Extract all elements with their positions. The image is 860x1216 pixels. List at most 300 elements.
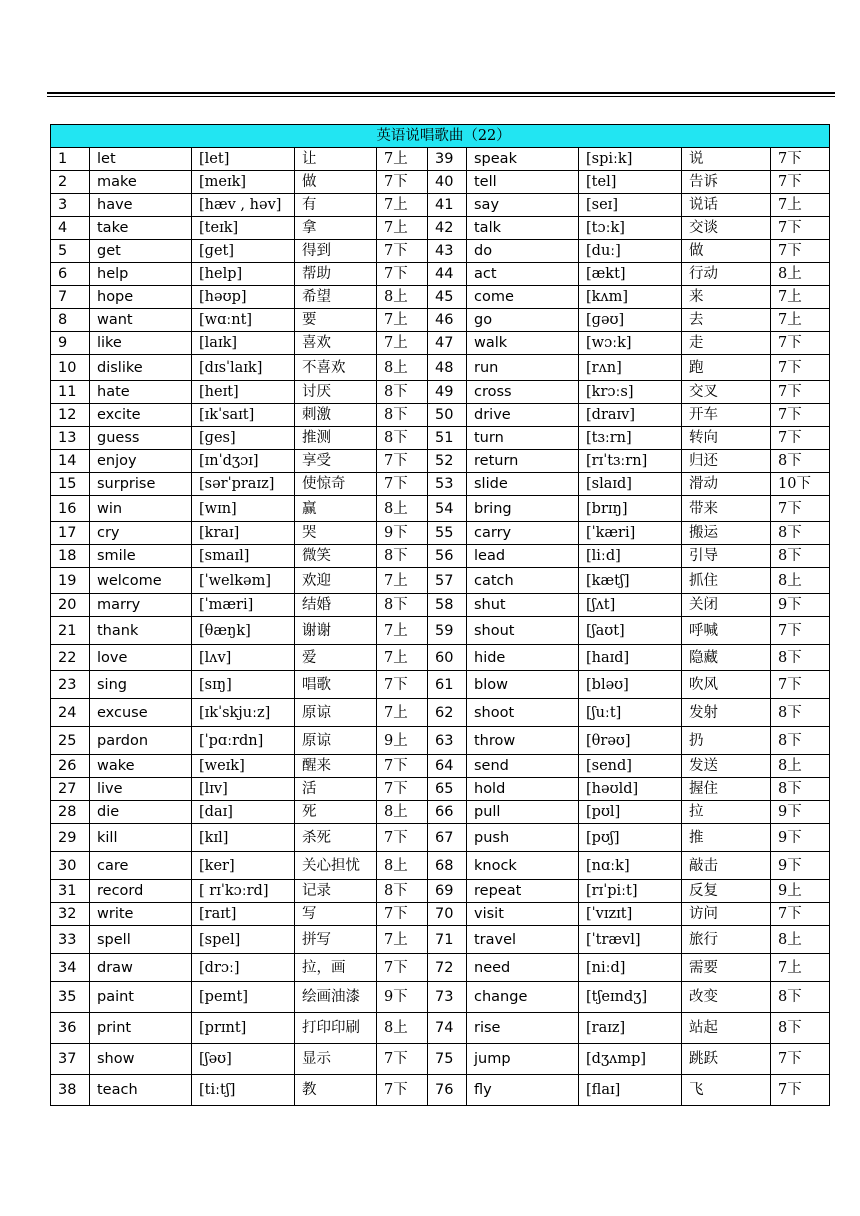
cell-num: 28 [51,801,90,824]
cell-word: jump [467,1044,579,1075]
cell-word: draw [90,954,192,982]
cell-grade: 8上 [771,755,830,778]
cell-phonetic: [bləʊ] [579,671,682,699]
cell-word: send [467,755,579,778]
cell-grade: 8上 [377,1013,428,1044]
cell-num: 75 [428,1044,467,1075]
cell-phonetic: [haɪd] [579,645,682,671]
cell-meaning: 开车 [682,404,771,427]
cell-word: shut [467,594,579,617]
cell-num: 43 [428,240,467,263]
cell-grade: 8下 [771,778,830,801]
cell-word: live [90,778,192,801]
cell-num: 22 [51,645,90,671]
cell-meaning: 希望 [295,286,377,309]
table-row [51,404,830,427]
cell-word: bring [467,496,579,522]
cell-word: smile [90,545,192,568]
table-row [51,926,830,954]
cell-phonetic: [liːd] [579,545,682,568]
cell-grade: 7上 [377,645,428,671]
cell-meaning: 有 [295,194,377,217]
cell-num: 62 [428,699,467,727]
cell-grade: 7下 [771,148,830,171]
table-row [51,778,830,801]
cell-num: 3 [51,194,90,217]
cell-phonetic: [hæv , həv] [192,194,295,217]
cell-phonetic: [ʃəʊ] [192,1044,295,1075]
cell-phonetic: [ˈtrævl] [579,926,682,954]
cell-grade: 7下 [771,1075,830,1106]
table-row [51,263,830,286]
cell-phonetic: [help] [192,263,295,286]
cell-num: 49 [428,381,467,404]
cell-phonetic: [həʊld] [579,778,682,801]
cell-word: wake [90,755,192,778]
cell-num: 47 [428,332,467,355]
cell-meaning: 欢迎 [295,568,377,594]
cell-phonetic: [duː] [579,240,682,263]
cell-num: 17 [51,522,90,545]
cell-num: 61 [428,671,467,699]
table-row [51,982,830,1013]
cell-num: 6 [51,263,90,286]
cell-num: 52 [428,450,467,473]
table-row [51,903,830,926]
cell-num: 31 [51,880,90,903]
cell-grade: 8下 [771,522,830,545]
cell-phonetic: [ʃuːt] [579,699,682,727]
cell-meaning: 转向 [682,427,771,450]
cell-word: marry [90,594,192,617]
cell-grade: 7下 [377,778,428,801]
cell-phonetic: [draɪv] [579,404,682,427]
cell-grade: 7上 [771,286,830,309]
cell-num: 20 [51,594,90,617]
cell-word: record [90,880,192,903]
cell-word: lead [467,545,579,568]
table-row [51,309,830,332]
cell-grade: 7下 [771,355,830,381]
cell-word: spell [90,926,192,954]
cell-num: 71 [428,926,467,954]
cell-word: turn [467,427,579,450]
top-rule-thin [47,96,835,97]
cell-meaning: 推 [682,824,771,852]
table-row [51,1075,830,1106]
cell-meaning: 喜欢 [295,332,377,355]
cell-word: take [90,217,192,240]
cell-word: thank [90,617,192,645]
cell-num: 63 [428,727,467,755]
cell-grade: 10下 [771,473,830,496]
cell-grade: 9下 [771,801,830,824]
cell-word: care [90,852,192,880]
cell-grade: 8上 [377,852,428,880]
cell-phonetic: [tɜːrn] [579,427,682,450]
cell-grade: 8下 [377,381,428,404]
cell-meaning: 推测 [295,427,377,450]
cell-grade: 7上 [377,568,428,594]
cell-num: 13 [51,427,90,450]
cell-meaning: 反复 [682,880,771,903]
cell-grade: 7上 [377,332,428,355]
cell-phonetic: [kraɪ] [192,522,295,545]
cell-meaning: 醒来 [295,755,377,778]
cell-grade: 7下 [377,1075,428,1106]
cell-grade: 7下 [377,903,428,926]
cell-num: 54 [428,496,467,522]
cell-phonetic: [meɪk] [192,171,295,194]
cell-meaning: 原谅 [295,727,377,755]
cell-num: 69 [428,880,467,903]
cell-meaning: 赢 [295,496,377,522]
cell-word: teach [90,1075,192,1106]
cell-meaning: 敲击 [682,852,771,880]
cell-meaning: 呼喊 [682,617,771,645]
cell-word: show [90,1044,192,1075]
cell-word: hold [467,778,579,801]
cell-num: 36 [51,1013,90,1044]
cell-num: 55 [428,522,467,545]
cell-phonetic: [ʃʌt] [579,594,682,617]
cell-num: 50 [428,404,467,427]
cell-num: 76 [428,1075,467,1106]
cell-word: print [90,1013,192,1044]
table-row [51,381,830,404]
cell-word: paint [90,982,192,1013]
cell-meaning: 引导 [682,545,771,568]
top-rule-thick [47,92,835,94]
cell-grade: 9下 [377,522,428,545]
cell-grade: 8下 [771,450,830,473]
cell-num: 11 [51,381,90,404]
table-row [51,954,830,982]
cell-phonetic: [weɪk] [192,755,295,778]
cell-grade: 7下 [377,171,428,194]
cell-meaning: 扔 [682,727,771,755]
cell-word: sing [90,671,192,699]
cell-num: 72 [428,954,467,982]
cell-meaning: 归还 [682,450,771,473]
cell-phonetic: [wɔːk] [579,332,682,355]
table-row [51,217,830,240]
cell-word: shoot [467,699,579,727]
cell-grade: 7下 [771,217,830,240]
cell-grade: 7上 [771,954,830,982]
cell-grade: 8下 [771,699,830,727]
table-row [51,1013,830,1044]
cell-word: cry [90,522,192,545]
cell-grade: 7下 [377,450,428,473]
cell-meaning: 结婚 [295,594,377,617]
cell-num: 74 [428,1013,467,1044]
cell-phonetic: [wɑːnt] [192,309,295,332]
cell-grade: 8下 [377,427,428,450]
cell-num: 64 [428,755,467,778]
cell-num: 29 [51,824,90,852]
cell-grade: 7上 [377,699,428,727]
cell-word: kill [90,824,192,852]
cell-word: welcome [90,568,192,594]
table-row [51,801,830,824]
cell-phonetic: [rɪˈpiːt] [579,880,682,903]
cell-grade: 8下 [771,982,830,1013]
cell-meaning: 谢谢 [295,617,377,645]
cell-meaning: 拼写 [295,926,377,954]
cell-meaning: 帮助 [295,263,377,286]
cell-phonetic: [slaɪd] [579,473,682,496]
table-row [51,171,830,194]
cell-grade: 9下 [771,824,830,852]
cell-phonetic: [dʒʌmp] [579,1044,682,1075]
cell-phonetic: [ˈvɪzɪt] [579,903,682,926]
cell-meaning: 跳跃 [682,1044,771,1075]
cell-meaning: 抓住 [682,568,771,594]
cell-word: blow [467,671,579,699]
table-row [51,755,830,778]
cell-phonetic: [rʌn] [579,355,682,381]
cell-meaning: 访问 [682,903,771,926]
cell-num: 8 [51,309,90,332]
table-row [51,522,830,545]
cell-phonetic: [raɪt] [192,903,295,926]
cell-word: travel [467,926,579,954]
cell-meaning: 原谅 [295,699,377,727]
cell-grade: 7下 [377,473,428,496]
cell-phonetic: [tɔːk] [579,217,682,240]
cell-num: 66 [428,801,467,824]
table-row [51,671,830,699]
cell-grade: 7下 [377,671,428,699]
cell-phonetic: [flaɪ] [579,1075,682,1106]
cell-meaning: 飞 [682,1075,771,1106]
cell-num: 14 [51,450,90,473]
cell-grade: 7下 [377,240,428,263]
cell-word: drive [467,404,579,427]
cell-grade: 7下 [771,381,830,404]
table-row [51,427,830,450]
cell-phonetic: [heɪt] [192,381,295,404]
cell-num: 7 [51,286,90,309]
cell-phonetic: [lɪv] [192,778,295,801]
cell-num: 2 [51,171,90,194]
cell-grade: 7下 [771,617,830,645]
cell-word: shout [467,617,579,645]
cell-meaning: 拉，画 [295,954,377,982]
table-row [51,240,830,263]
cell-num: 18 [51,545,90,568]
cell-meaning: 交叉 [682,381,771,404]
cell-meaning: 行动 [682,263,771,286]
cell-num: 37 [51,1044,90,1075]
cell-grade: 7上 [771,194,830,217]
cell-phonetic: [ækt] [579,263,682,286]
cell-word: tell [467,171,579,194]
table-row [51,852,830,880]
cell-meaning: 搬运 [682,522,771,545]
cell-word: win [90,496,192,522]
cell-meaning: 微笑 [295,545,377,568]
cell-meaning: 旅行 [682,926,771,954]
cell-num: 58 [428,594,467,617]
cell-meaning: 唱歌 [295,671,377,699]
cell-num: 10 [51,355,90,381]
cell-grade: 7下 [771,671,830,699]
cell-word: pardon [90,727,192,755]
cell-phonetic: [ˈpɑːrdn] [192,727,295,755]
cell-meaning: 使惊奇 [295,473,377,496]
cell-grade: 7下 [771,171,830,194]
cell-grade: 8下 [771,1013,830,1044]
cell-meaning: 教 [295,1075,377,1106]
cell-phonetic: [spel] [192,926,295,954]
title-row [51,125,830,148]
cell-grade: 7上 [377,194,428,217]
cell-meaning: 吹风 [682,671,771,699]
cell-grade: 8上 [377,496,428,522]
cell-meaning: 显示 [295,1044,377,1075]
cell-word: make [90,171,192,194]
cell-grade: 8下 [771,645,830,671]
cell-word: cross [467,381,579,404]
cell-grade: 7上 [377,217,428,240]
cell-num: 9 [51,332,90,355]
cell-phonetic: [ker] [192,852,295,880]
cell-word: surprise [90,473,192,496]
cell-phonetic: [ɡəʊ] [579,309,682,332]
table-row [51,617,830,645]
cell-num: 73 [428,982,467,1013]
cell-grade: 7下 [377,755,428,778]
cell-word: visit [467,903,579,926]
cell-phonetic: [dɪsˈlaɪk] [192,355,295,381]
table-row [51,880,830,903]
cell-num: 68 [428,852,467,880]
cell-phonetic: [ˈmæri] [192,594,295,617]
cell-grade: 8上 [771,568,830,594]
cell-phonetic: [kætʃ] [579,568,682,594]
cell-meaning: 拿 [295,217,377,240]
cell-word: guess [90,427,192,450]
cell-num: 27 [51,778,90,801]
cell-meaning: 讨厌 [295,381,377,404]
table-row [51,699,830,727]
cell-num: 25 [51,727,90,755]
cell-meaning: 做 [682,240,771,263]
cell-word: change [467,982,579,1013]
cell-phonetic: [smaɪl] [192,545,295,568]
cell-grade: 8下 [771,545,830,568]
cell-word: hate [90,381,192,404]
cell-word: need [467,954,579,982]
cell-word: slide [467,473,579,496]
cell-grade: 7下 [377,1044,428,1075]
cell-meaning: 交谈 [682,217,771,240]
cell-num: 34 [51,954,90,982]
cell-meaning: 走 [682,332,771,355]
cell-num: 12 [51,404,90,427]
cell-phonetic: [ rɪˈkɔːrd] [192,880,295,903]
cell-phonetic: [daɪ] [192,801,295,824]
cell-word: do [467,240,579,263]
cell-num: 57 [428,568,467,594]
cell-word: rise [467,1013,579,1044]
cell-phonetic: [ɡet] [192,240,295,263]
cell-phonetic: [niːd] [579,954,682,982]
cell-meaning: 说 [682,148,771,171]
cell-meaning: 得到 [295,240,377,263]
cell-word: have [90,194,192,217]
cell-phonetic: [spiːk] [579,148,682,171]
cell-grade: 7上 [771,309,830,332]
cell-phonetic: [ɪkˈsaɪt] [192,404,295,427]
cell-phonetic: [həʊp] [192,286,295,309]
cell-word: like [90,332,192,355]
cell-phonetic: [peɪnt] [192,982,295,1013]
cell-grade: 7下 [771,903,830,926]
cell-grade: 7下 [771,496,830,522]
cell-meaning: 杀死 [295,824,377,852]
cell-grade: 8上 [377,355,428,381]
cell-num: 26 [51,755,90,778]
cell-num: 70 [428,903,467,926]
cell-num: 32 [51,903,90,926]
table-row [51,496,830,522]
cell-num: 30 [51,852,90,880]
cell-num: 39 [428,148,467,171]
cell-word: catch [467,568,579,594]
cell-meaning: 哭 [295,522,377,545]
cell-num: 48 [428,355,467,381]
cell-meaning: 活 [295,778,377,801]
cell-grade: 8上 [377,286,428,309]
cell-word: come [467,286,579,309]
cell-phonetic: [ʃaʊt] [579,617,682,645]
cell-word: excite [90,404,192,427]
cell-word: speak [467,148,579,171]
cell-grade: 9下 [771,594,830,617]
table-row [51,594,830,617]
cell-grade: 7下 [771,332,830,355]
cell-word: throw [467,727,579,755]
cell-phonetic: [pʊl] [579,801,682,824]
cell-phonetic: [kʌm] [579,286,682,309]
cell-num: 4 [51,217,90,240]
cell-grade: 7下 [377,954,428,982]
cell-num: 53 [428,473,467,496]
cell-phonetic: [brɪŋ] [579,496,682,522]
cell-phonetic: [tel] [579,171,682,194]
cell-meaning: 拉 [682,801,771,824]
cell-meaning: 记录 [295,880,377,903]
cell-num: 23 [51,671,90,699]
cell-grade: 7上 [377,148,428,171]
cell-grade: 9上 [377,727,428,755]
cell-phonetic: [ˈkæri] [579,522,682,545]
cell-phonetic: [laɪk] [192,332,295,355]
cell-word: get [90,240,192,263]
cell-num: 46 [428,309,467,332]
cell-num: 19 [51,568,90,594]
cell-meaning: 去 [682,309,771,332]
cell-meaning: 站起 [682,1013,771,1044]
cell-meaning: 要 [295,309,377,332]
table-row [51,545,830,568]
cell-grade: 7下 [771,240,830,263]
cell-word: act [467,263,579,286]
cell-phonetic: [sɪŋ] [192,671,295,699]
